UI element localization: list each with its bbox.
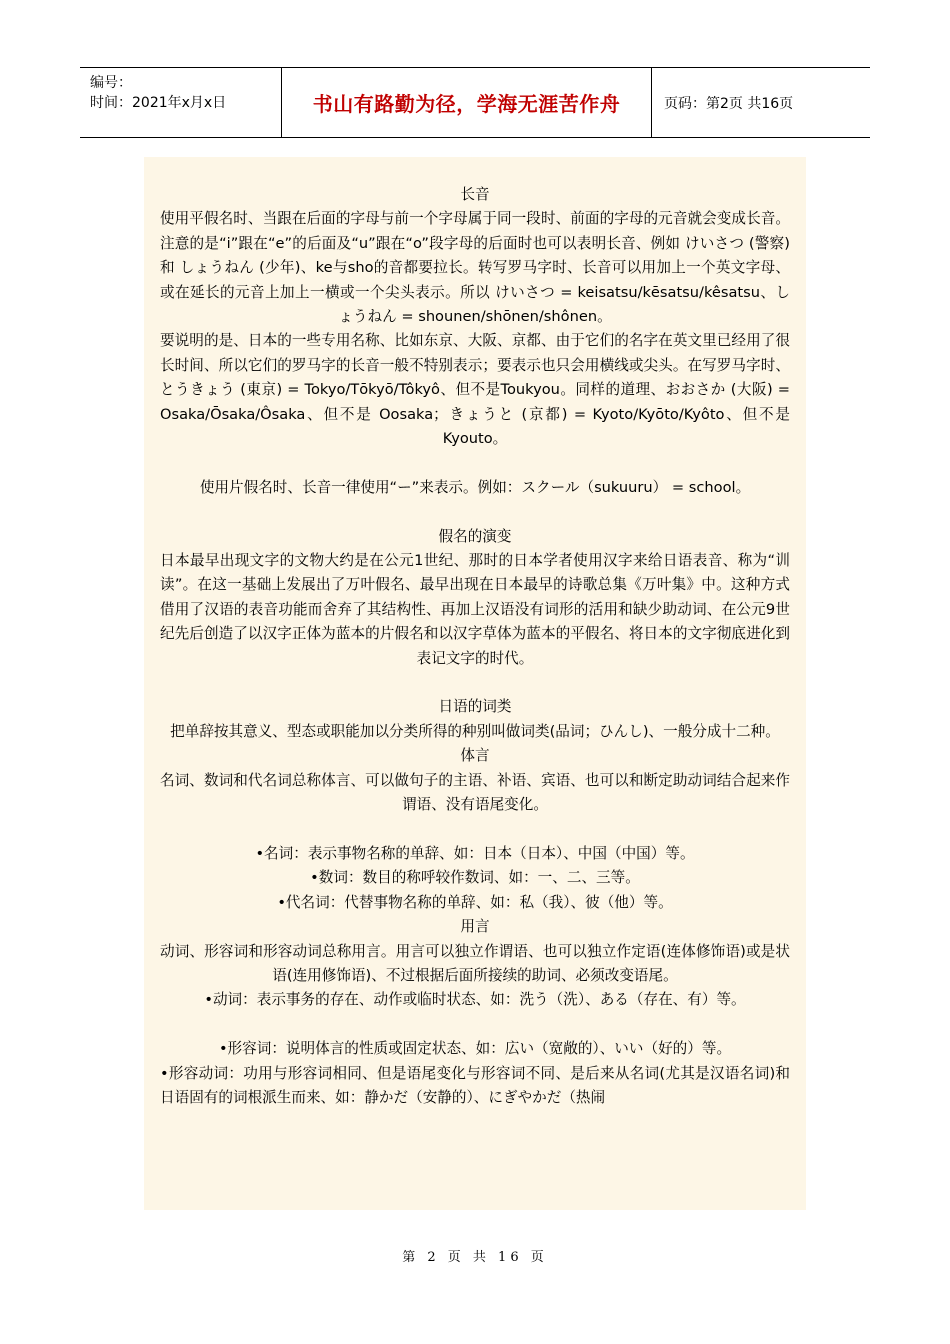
header-motto: 书山有路勤为径，学海无涯苦作舟: [282, 68, 652, 137]
paragraph: 使用平假名时、当跟在后面的字母与前一个字母属于同一段时、前面的字母的元音就会变成长音。注意的是“i”跟在“e”的后面及“u”跟在“o”段字母的后面时也可以表明长音、例如 けいさつ (警察) 和 しょうねん (少年)、ke与sho的音都要拉长。转写罗马字时、长音可以用加上一个英文字母、或在延长的元音上加上一横或一个尖头表示。所以 けいさつ = keisatsu/kēsatsu/kêsatsu、しょうねん = shounen/shōnen/shônen。: [160, 210, 790, 326]
doc-time-label: 时间：2021年x月x日: [90, 95, 227, 111]
paragraph: 要说明的是、日本的一些专用名称、比如东京、大阪、京都、由于它们的名字在英文里已经用了很长时间、所以它们的罗马字的长音一般不特别表示；要表示也只会用横线或尖头。在写罗马字时、とうきょう (東京) = Tokyo/Tōkyō/Tôkyô、但不是Toukyou。同样的道理、おおさか (大阪) = Osaka/Ōsaka/Ôsaka、但不是 Oosaka；きょうと (京都) = Kyoto/Kyōto/Kyôto、但不是 Kyouto。: [160, 332, 790, 448]
paragraph: 动词、形容词和形容动词总称用言。用言可以独立作谓语、也可以独立作定语(连体修饰语)或是状语(连用修饰语)、不过根据后面所接续的助词、必须改变语尾。: [160, 942, 790, 984]
list-item: •数词：数目的称呼较作数词、如：一、二、三等。: [310, 869, 640, 887]
section-title-yougen: 用言: [460, 918, 490, 936]
page-header: [80, 67, 870, 138]
section-title-long-vowel: 长音: [460, 186, 490, 203]
list-item: •动词：表示事务的存在、动作或临时状态、如：洗う（洗）、ある（存在、有）等。: [204, 991, 746, 1009]
section-title-taigen: 体言: [460, 747, 490, 765]
section-title-kana-evolution: 假名的演变: [438, 527, 512, 545]
page-footer: 第 2 页 共 16 页: [402, 1250, 548, 1265]
section-title-word-classes: 日语的词类: [438, 698, 512, 716]
paragraph: 把单辞按其意义、型态或职能加以分类所得的种别叫做词类(品词；ひんし)、一般分成十二种。: [170, 722, 780, 740]
document-body: [144, 157, 806, 1210]
header-meta: [80, 68, 282, 137]
paragraph: 日本最早出现文字的文物大约是在公元1世纪、那时的日本学者使用汉字来给日语表音、称为“训读”。在这一基础上发展出了万叶假名、最早出现在日本最早的诗歌总集《万叶集》中。这种方式借用了汉语的表音功能而舍弃了其结构性、再加上汉语没有词形的活用和缺少助动词、在公元9世纪先后创造了以汉字正体为蓝本的片假名和以汉字草体为蓝本的平假名、将日本的文字彻底进化到表记文字的时代。: [160, 552, 790, 667]
paragraph: 名词、数词和代名词总称体言、可以做句子的主语、补语、宾语、也可以和断定助动词结合起来作谓语、没有语尾变化。: [160, 771, 790, 814]
header-page-label: 页码：第2页 共16页: [664, 95, 794, 112]
doc-number-label: 编号：: [90, 75, 132, 91]
list-item: •代名词：代替事物名称的单辞、如：私（我）、彼（他）等。: [277, 893, 673, 911]
list-item: •形容词：说明体言的性质或固定状态、如：広い（宽敞的）、いい（好的）等。: [218, 1040, 732, 1058]
list-item: •名词：表示事物名称的单辞、如：日本（日本）、中国（中国）等。: [255, 844, 695, 862]
paragraph: 使用片假名时、长音一律使用“ー”来表示。例如：スクール（sukuuru） = school。: [199, 478, 751, 496]
list-item: •形容动词：功用与形容词相同、但是语尾变化与形容词不同、是后来从名词(尤其是汉语名词)和日语固有的词根派生而来、如：静かだ（安静的）、にぎやかだ（热闹: [160, 1064, 790, 1106]
